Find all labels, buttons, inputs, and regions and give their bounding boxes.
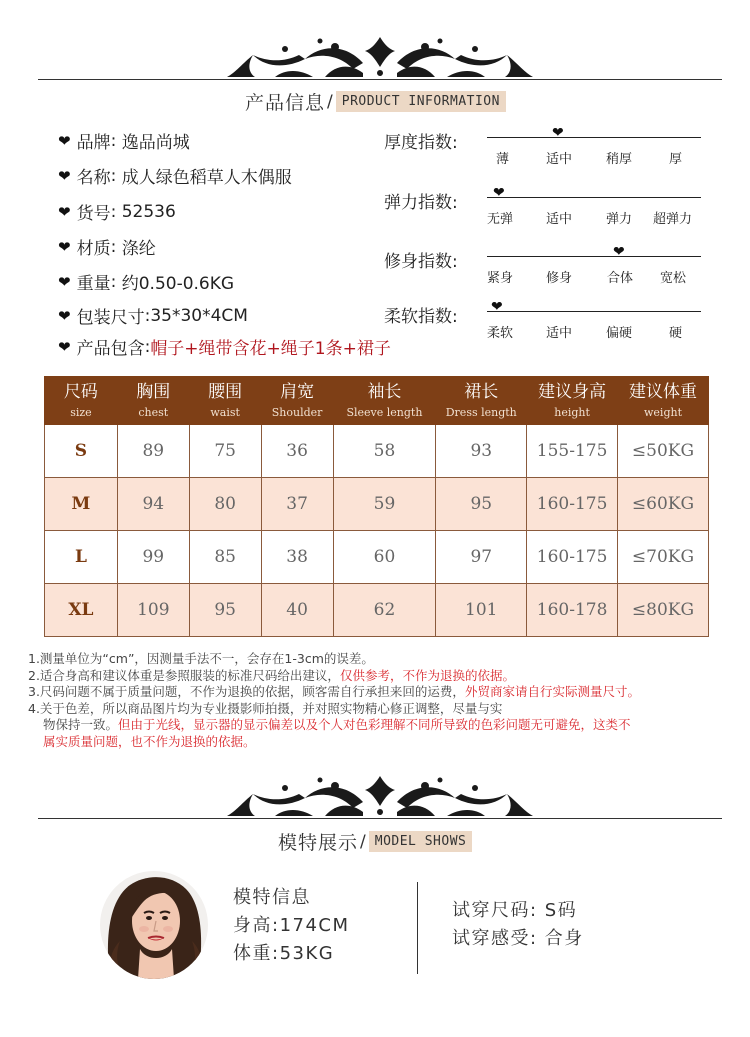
info-brand: ❤ 品牌 : 逸品尚城	[58, 130, 190, 153]
heart-icon: ❤	[58, 131, 71, 150]
vertical-divider	[417, 882, 418, 974]
scale-elasticity: 弹力指数: ❤ 无弹 适中 弹力 超弹力	[384, 188, 714, 228]
trial-info	[452, 897, 584, 953]
table-row: XL 109 95 40 62 101 160-178 ≤80KG	[45, 584, 709, 637]
heart-icon: ❤	[58, 272, 71, 291]
header-size: 尺码 size	[45, 377, 118, 425]
heart-icon: ❤	[58, 237, 71, 256]
heart-marker-icon: ❤	[491, 299, 503, 315]
heart-marker-icon: ❤	[613, 244, 625, 260]
ornament-middle	[225, 772, 535, 818]
info-package-size: ❤ 包装尺寸 : 35*30*4CM	[58, 305, 248, 328]
trial-size: 试穿尺码: S码	[452, 900, 578, 921]
model-avatar	[100, 871, 208, 979]
size-table	[44, 376, 709, 637]
header-weight: 建议体重 weight	[618, 377, 709, 425]
section-title-cn: 产品信息	[245, 92, 326, 114]
table-header-row	[45, 377, 709, 425]
scale-thickness: 厚度指数: ❤ 薄 适中 稍厚 厚	[384, 128, 714, 168]
info-contents: ❤ 产品包含 : 帽子+绳带含花+绳子1条+裙子	[58, 336, 391, 359]
notes-block	[28, 651, 738, 750]
heart-icon: ❤	[58, 166, 71, 185]
header-shoulder: 肩宽 Shoulder	[261, 377, 333, 425]
note-4: 4.关于色差，所以商品图片均为专业摄影师拍摄，并对照实物精心修正调整，尽量与实	[28, 700, 503, 716]
note-1: 1.测量单位为“cm”，因测量手法不一，会存在1-3cm的误差。	[28, 651, 374, 666]
note-3: 3.尺码问题不属于质量问题，不作为退换的依据，顾客需自行承担来回的运费，外贸商家请自行实际测量尺寸。	[28, 684, 640, 699]
section-title-cn: 模特展示	[278, 832, 359, 854]
scale-fit: 修身指数: ❤ 紧身 修身 合体 宽松	[384, 247, 714, 287]
info-item-number: ❤ 货号 : 52536	[58, 201, 176, 224]
section-title-en: PRODUCT INFORMATION	[336, 91, 506, 112]
table-row: M 94 80 37 59 95 160-175 ≤60KG	[45, 478, 709, 531]
table-row: S 89 75 36 58 93 155-175 ≤50KG	[45, 425, 709, 478]
heart-marker-icon: ❤	[552, 125, 564, 141]
header-chest: 胸围 chest	[117, 377, 189, 425]
model-info-title: 模特信息	[233, 887, 311, 908]
model-height: 身高:174CM	[233, 915, 350, 936]
info-material: ❤ 材质 : 涤纶	[58, 236, 156, 259]
scale-softness: 柔软指数: ❤ 柔软 适中 偏硬 硬	[384, 302, 714, 342]
info-name: ❤ 名称 : 成人绿色稻草人木偶服	[58, 165, 292, 188]
header-sleeve: 袖长 Sleeve length	[333, 377, 436, 425]
model-section-title: 模特展示 / MODEL SHOWS	[278, 828, 472, 855]
ornament-top	[225, 33, 535, 79]
header-dress-length: 裙长 Dress length	[436, 377, 527, 425]
model-info	[233, 884, 350, 968]
heart-icon: ❤	[58, 306, 71, 325]
header-waist: 腰围 waist	[189, 377, 261, 425]
note-4-cont: 物保持一致。但由于光线，显示器的显示偏差以及个人对色彩理解不同所导致的色彩问题无可避免，这类不	[43, 717, 631, 732]
trial-feel: 试穿感受: 合身	[452, 928, 584, 949]
info-weight: ❤ 重量 : 约0.50-0.6KG	[58, 271, 235, 294]
header-height: 建议身高 height	[527, 377, 618, 425]
model-weight: 体重:53KG	[233, 943, 335, 964]
product-section-title: 产品信息 / PRODUCT INFORMATION	[245, 88, 506, 115]
table-row: L 99 85 38 60 97 160-175 ≤70KG	[45, 531, 709, 584]
section-title-en: MODEL SHOWS	[369, 831, 473, 852]
heart-icon: ❤	[58, 202, 71, 221]
divider-line	[38, 79, 722, 80]
note-2: 2.适合身高和建议体重是参照服装的标准尺码给出建议，仅供参考，不作为退换的依据。	[28, 667, 515, 683]
heart-icon: ❤	[58, 337, 71, 356]
heart-marker-icon: ❤	[493, 185, 505, 201]
divider-line	[38, 818, 722, 819]
note-4-cont2: 属实质量问题，也不作为退换的依据。	[43, 733, 256, 749]
